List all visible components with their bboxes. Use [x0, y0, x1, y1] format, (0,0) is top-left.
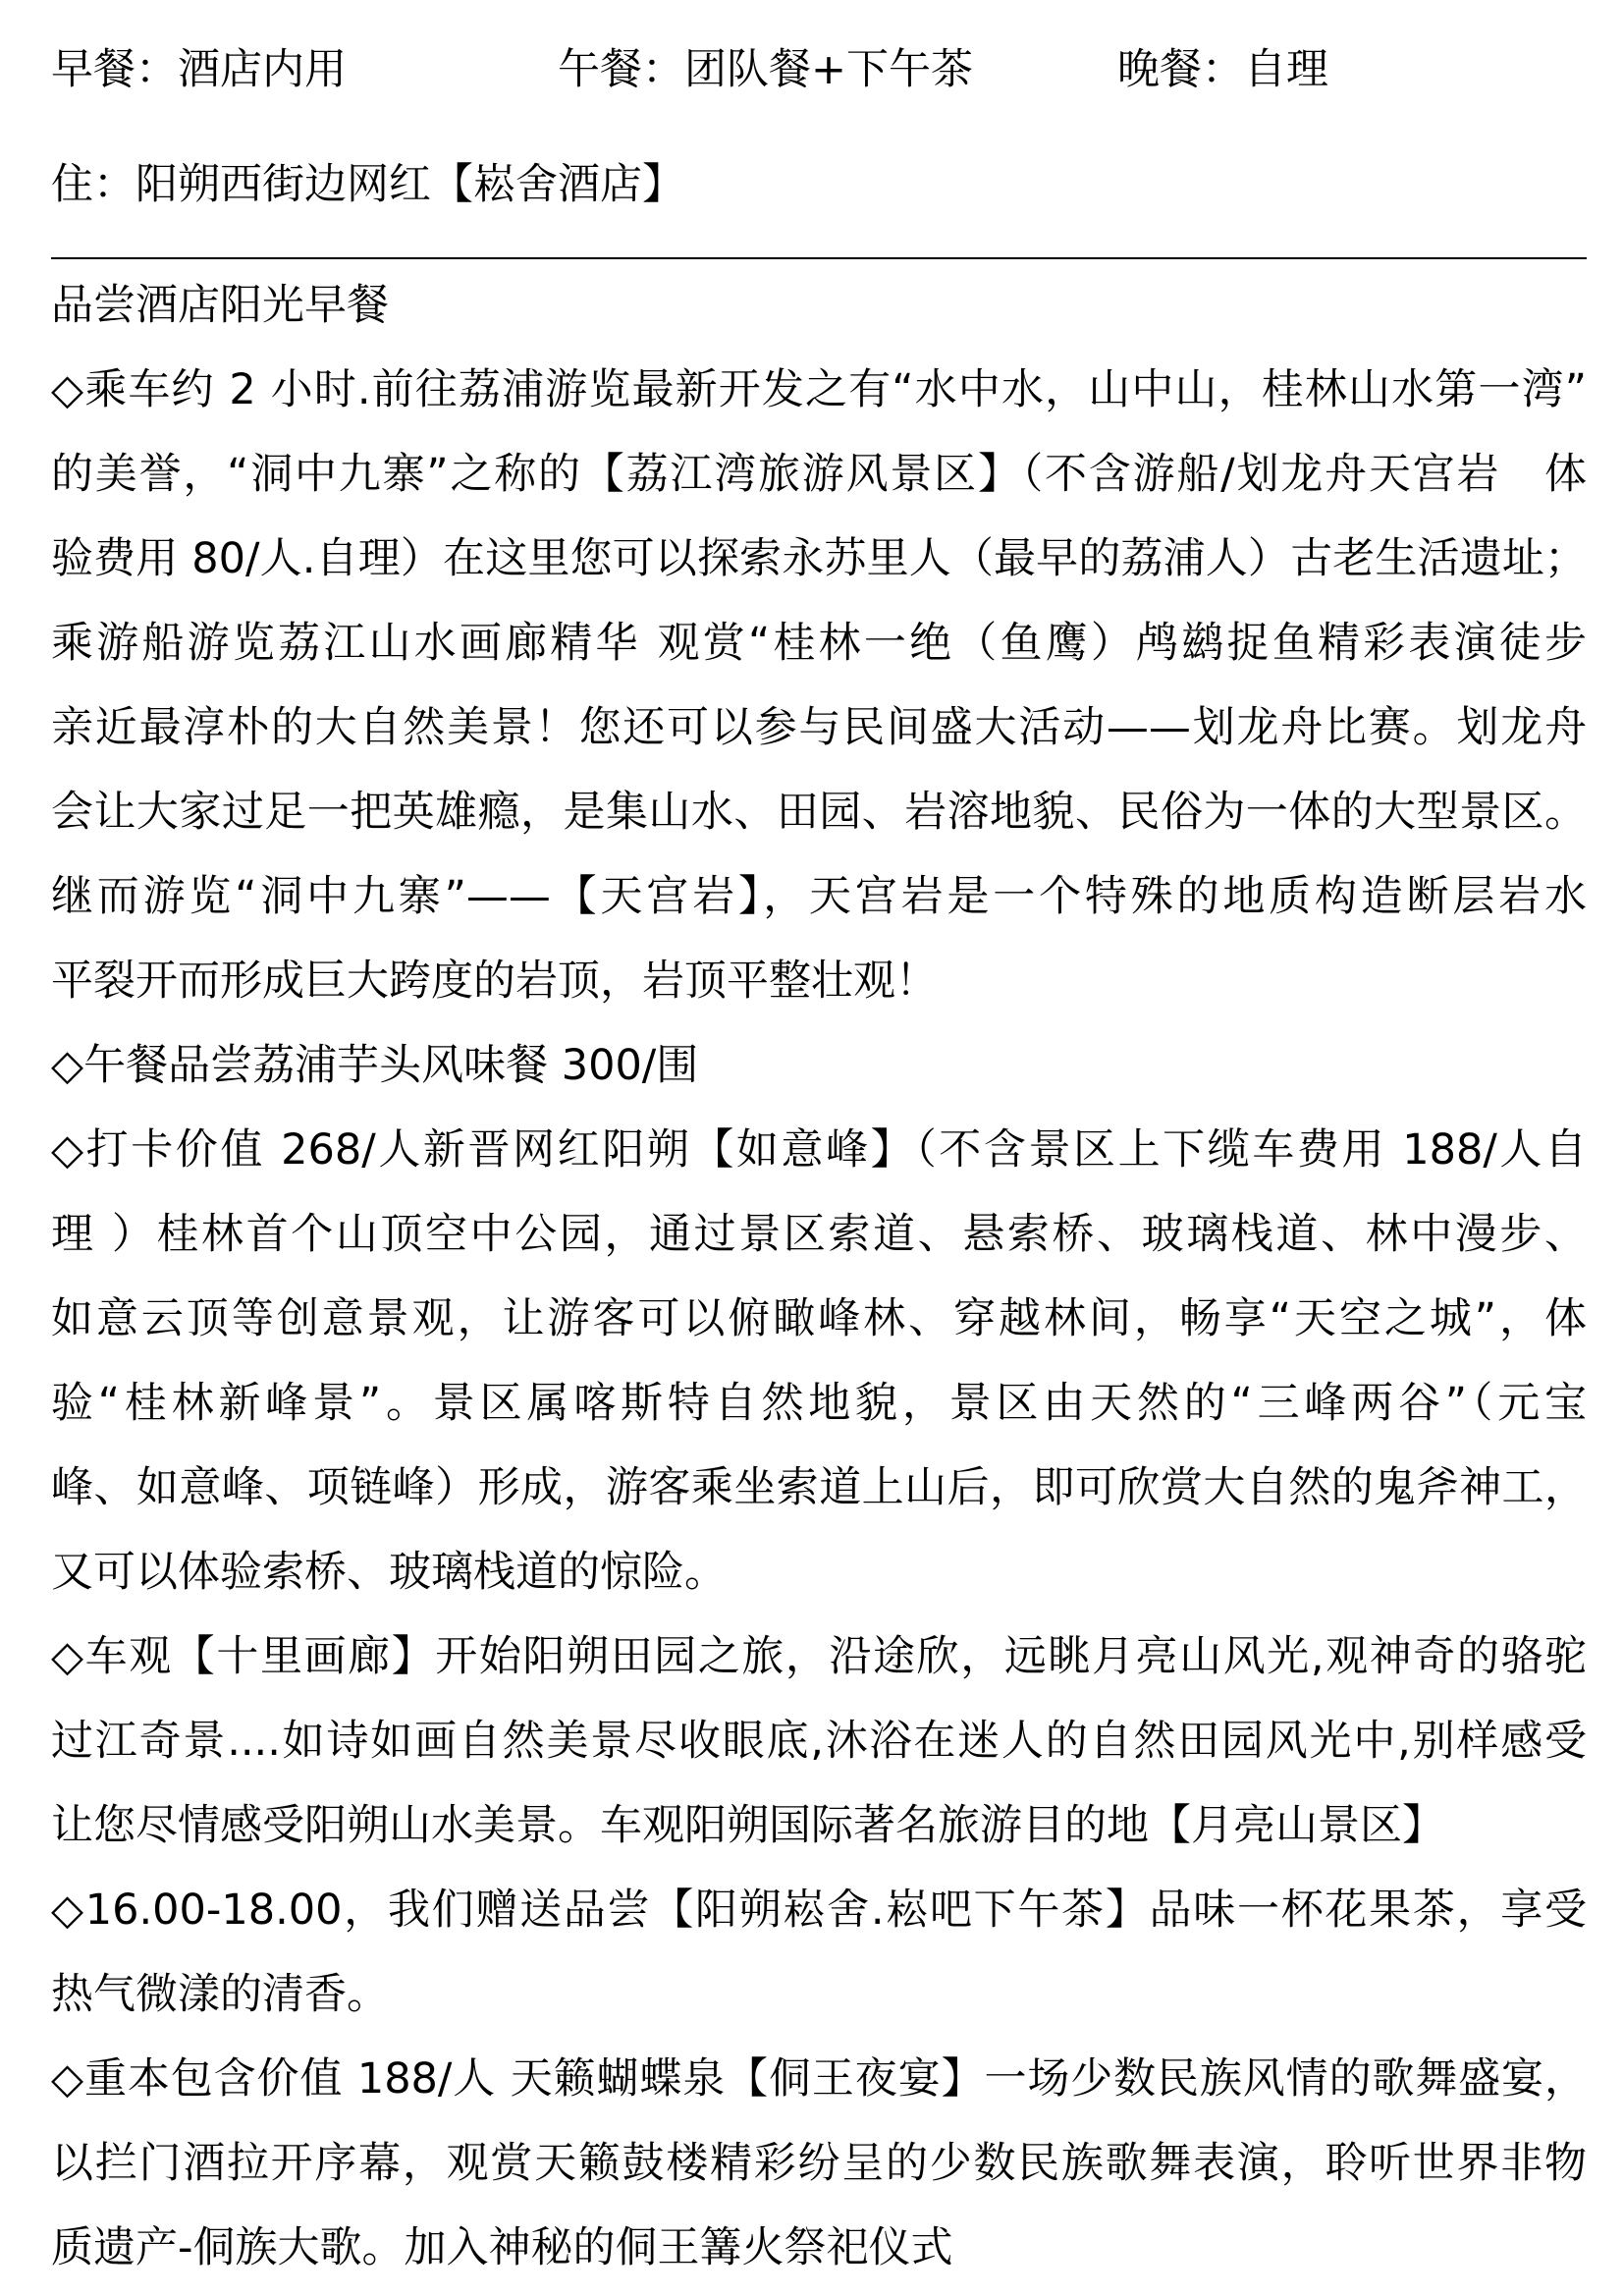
paragraph-line: 理 ）桂林首个山顶空中公园，通过景区索道、悬索桥、玻璃栈道、林中漫步、: [51, 1210, 1587, 1259]
paragraph-line: ◇午餐品尝荔浦芋头风味餐 300/围: [51, 1041, 699, 1090]
itinerary-paragraph-dong-king-banquet: [51, 2037, 1587, 2290]
paragraph-line: 验费用 80/人.自理）在这里您可以探索永苏里人（最早的荔浦人）古老生活遗址；: [51, 534, 1587, 583]
paragraph-line: ◇重本包含价值 188/人 天籁蝴蝶泉【侗王夜宴】一场少数民族风情的歌舞盛宴，: [51, 2054, 1587, 2104]
paragraph-line: ◇车观【十里画廊】开始阳朔田园之旅，沿途欣，远眺月亮山风光,观神奇的骆驼: [51, 1632, 1587, 1681]
lunch-info: 午餐：团队餐+下午茶: [558, 45, 974, 94]
paragraph-line: 峰、如意峰、项链峰）形成，游客乘坐索道上山后，即可欣赏大自然的鬼斧神工，: [51, 1463, 1587, 1512]
paragraph-line: 继而游览“洞中九寨”——【天宫岩】，天宫岩是一个特殊的地质构造断层岩水: [51, 872, 1587, 921]
paragraph-line: 过江奇景....如诗如画自然美景尽收眼底,沐浴在迷人的自然田园风光中,别样感受: [51, 1717, 1587, 1766]
itinerary-paragraph-ten-mile-gallery: [51, 1614, 1587, 1868]
paragraph-line: 又可以体验索桥、玻璃栈道的惊险。: [51, 1548, 727, 1597]
itinerary-body: [51, 263, 1587, 2290]
itinerary-paragraph-lunch: [51, 1023, 1587, 1108]
paragraph-line: 乘游船游览荔江山水画廊精华 观赏“桂林一绝（鱼鹰）鸬鹚捉鱼精彩表演徒步: [51, 619, 1587, 668]
paragraph-line: 让您尽情感受阳朔山水美景。车观阳朔国际著名旅游目的地【月亮山景区】: [51, 1801, 1444, 1850]
paragraph-line: 品尝酒店阳光早餐: [51, 281, 389, 330]
itinerary-paragraph-ruyi-peak: [51, 1108, 1587, 1614]
section-divider: [51, 257, 1587, 259]
breakfast-info: 早餐：酒店内用: [51, 45, 347, 94]
paragraph-line: 热气微漾的清香。: [51, 1970, 389, 2019]
paragraph-line: ◇打卡价值 268/人新晋网红阳朔【如意峰】（不含景区上下缆车费用 188/人自: [51, 1125, 1587, 1175]
paragraph-line: 质遗产-侗族大歌。加入神秘的侗王篝火祭祀仪式: [51, 2223, 953, 2272]
paragraph-line: 的美誉，“洞中九寨”之称的【荔江湾旅游风景区】（不含游船/划龙舟天宫岩 体: [51, 450, 1587, 499]
paragraph-line: 以拦门酒拉开序幕，观赏天籁鼓楼精彩纷呈的少数民族歌舞表演，聆听世界非物: [51, 2139, 1587, 2188]
itinerary-paragraph-breakfast: [51, 263, 1587, 348]
paragraph-line: 如意云顶等创意景观，让游客可以俯瞰峰林、穿越林间，畅享“天空之城”，体: [51, 1294, 1587, 1343]
hotel-info: 住：阳朔西街边网红【崧舍酒店】: [51, 160, 684, 209]
dinner-info: 晚餐：自理: [1117, 45, 1328, 94]
paragraph-line: 会让大家过足一把英雄瘾，是集山水、田园、岩溶地貌、民俗为一体的大型景区。: [51, 788, 1587, 837]
itinerary-paragraph-afternoon-tea: [51, 1868, 1587, 2037]
paragraph-line: 亲近最淳朴的大自然美景！您还可以参与民间盛大活动——划龙舟比赛。划龙舟: [51, 703, 1587, 752]
paragraph-line: 验“桂林新峰景”。景区属喀斯特自然地貌，景区由天然的“三峰两谷”（元宝: [51, 1379, 1587, 1428]
paragraph-line: ◇乘车约 2 小时.前往荔浦游览最新开发之有“水中水，山中山，桂林山水第一湾”: [51, 365, 1587, 414]
paragraph-line: 平裂开而形成巨大跨度的岩顶，岩顶平整壮观！: [51, 957, 938, 1006]
paragraph-line: ◇16.00-18.00，我们赠送品尝【阳朔崧舍.崧吧下午茶】品味一杯花果茶，享受: [51, 1886, 1587, 1935]
itinerary-paragraph-lijiang-bay: [51, 348, 1587, 1023]
